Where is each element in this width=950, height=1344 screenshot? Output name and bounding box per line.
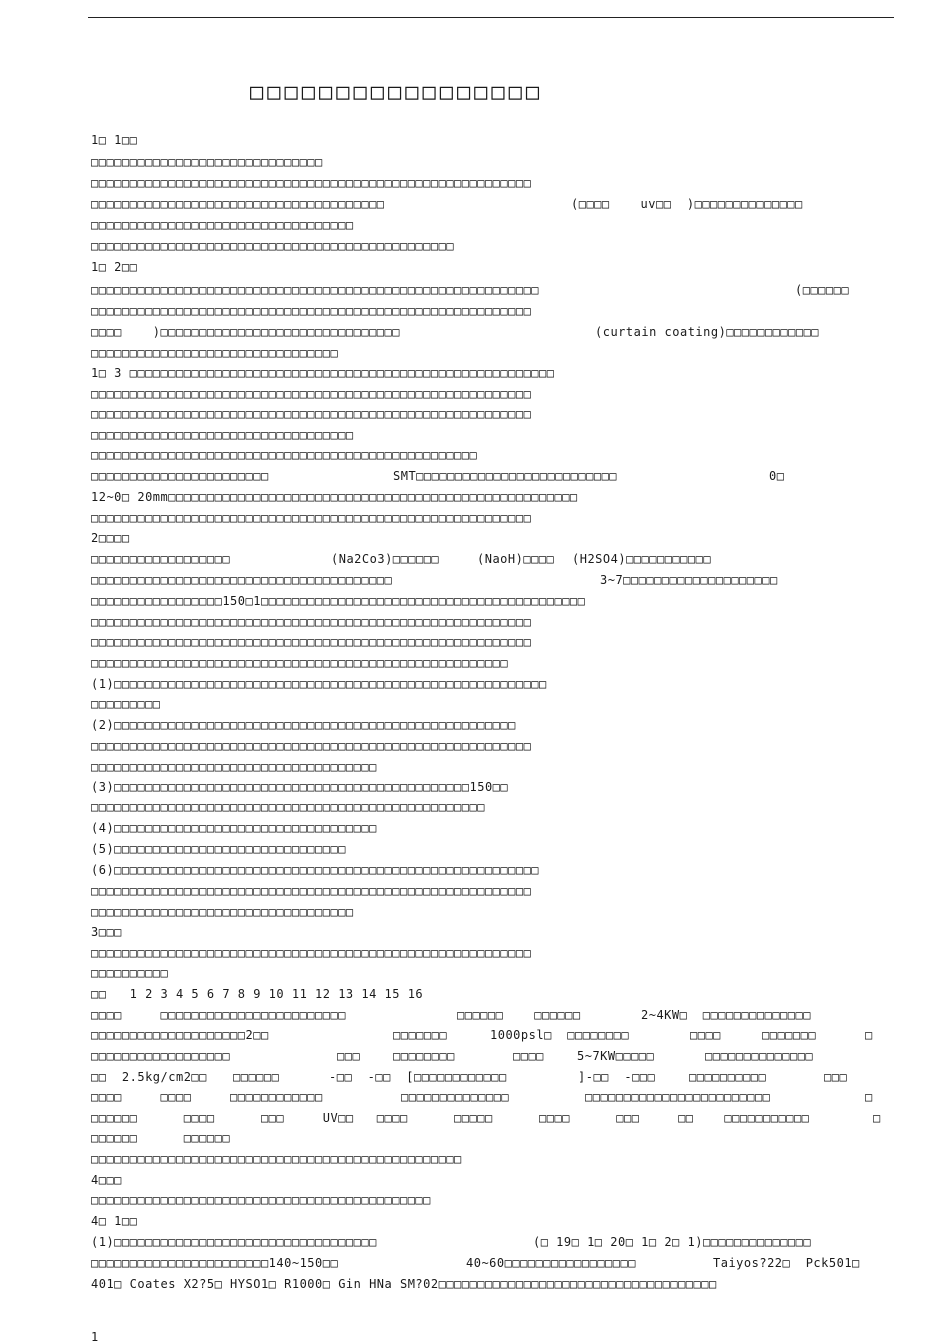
text-segment: (H2SO4)□□□□□□□□□□□ (572, 552, 712, 566)
text-line: □□□□□□□□□□ (91, 966, 169, 980)
table-cell: □□□□ □□□□□□□□□□□□□□□□□□□□□□□□ (91, 1008, 346, 1022)
table-cell: □□□ (337, 1049, 361, 1063)
table-cell: □□□ (824, 1070, 848, 1084)
table-cell: □□□□ (690, 1028, 721, 1042)
text-line: □□□□□□□□□□□□□□□□□□□□□□□□□□□□□□□□□□□□□□□□□□□□□□□□□□□□□□□□□□ (91, 283, 540, 297)
text-line: □□□□□□□□□□□□□□□□□□□□□□□ (91, 469, 269, 483)
text-line: □□□□□□□□□□□□□□□□□□□□□□□□□□□□□□□□□□□□□□□ (91, 573, 393, 587)
list-item: (6)□□□□□□□□□□□□□□□□□□□□□□□□□□□□□□□□□□□□□□□□□□□□□□□□□□□□□□□ (91, 863, 540, 877)
text-segment: 0□ (769, 469, 785, 483)
section-heading: 1□ 1□□ (91, 133, 138, 147)
list-item: (5)□□□□□□□□□□□□□□□□□□□□□□□□□□□□□□ (91, 842, 346, 856)
text-line: □□□□□□□□□□□□□□□□□□□□□□□□□□□□□□□□□□□□□□□□□□□□□□□□□□□□□□□□□ (91, 387, 532, 401)
text-line: □□□□□□□□□□□□□□□□□□□□□□□□□□□□□□□□□□□□□□□□□□□□□□□□□□□□□□□□□ (91, 304, 532, 318)
text-segment: (□□□□□□ (795, 283, 850, 297)
table-cell: 1000psl□ □□□□□□□□ (490, 1028, 630, 1042)
text-line: □□□□□□□□□□□□□□□□□□□□□□□□□□□□□□□□ (91, 346, 339, 360)
text-segment: SMT□□□□□□□□□□□□□□□□□□□□□□□□□□ (393, 469, 618, 483)
table-cell: □□□□□□□□□□□□□□ (401, 1090, 510, 1104)
text-segment: (□ 19□ 1□ 20□ 1□ 2□ 1)□□□□□□□□□□□□□□ (533, 1235, 812, 1249)
text-line: □□□□□□□□□□□□□□□□□□□□□□□□□□□□□□□□□□□□□□□□□□□□□□□□□□□□□□□□□ (91, 407, 532, 421)
table-cell: □□□□□□□□□□ (689, 1070, 767, 1084)
table-cell: □□□□□□ □□□□□□ (91, 1131, 231, 1145)
section-heading: 4□□□ (91, 1173, 122, 1187)
table-header-row: □□ 1 2 3 4 5 6 7 8 9 10 11 12 13 14 15 16 (91, 987, 424, 1001)
table-cell: □□□□□□□□□□□□□□ (705, 1049, 814, 1063)
table-cell: □ (873, 1111, 881, 1125)
table-cell: □□□□□□ □□□□ □□□ UV□□ □□□□ □□□□□ □□□□ □□□ □□ □□□□□□□□□□□ (91, 1111, 810, 1125)
table-cell: ]-□□ -□□□ (578, 1070, 656, 1084)
section-heading: 1□ 2□□ (91, 260, 138, 274)
section-heading: 2□□□□ (91, 531, 130, 545)
text-segment: Taiyos?22□ Pck501□ (713, 1256, 860, 1270)
text-line: □□□□□□□□□□□□□□□□□□□□□□□□□□□□□□□□□□□□□□□□□□□□□□□□□□ (91, 448, 478, 462)
text-line: □□□□□□□□□□□□□□□□□□□□□□□□□□□□□□□□□□□□□□□□□□□□ (91, 1193, 431, 1207)
table-cell: 2~4KW□ □□□□□□□□□□□□□□ (641, 1008, 811, 1022)
page-number: 1 (91, 1330, 99, 1344)
table-cell: □ (865, 1090, 873, 1104)
section-heading: 3□□□ (91, 925, 122, 939)
list-item: (1)□□□□□□□□□□□□□□□□□□□□□□□□□□□□□□□□□□ (91, 1235, 377, 1249)
text-line: □□□□□□□□□□□□□□□□□□□□□□□□□□□□□□□□□□ (91, 905, 354, 919)
text-segment: (□□□□ uv□□ )□□□□□□□□□□□□□□ (571, 197, 803, 211)
table-cell: □□□□□□□□ (393, 1049, 455, 1063)
table-cell: □□□□□□ □□□□□□ (457, 1008, 581, 1022)
list-item: (2)□□□□□□□□□□□□□□□□□□□□□□□□□□□□□□□□□□□□□□□□□□□□□□□□□□□□ (91, 718, 516, 732)
section-heading: 1□ 3 □□□□□□□□□□□□□□□□□□□□□□□□□□□□□□□□□□□□□□□□□□□□□□□□□□□□□□□ (91, 366, 555, 380)
text-line: □□□□□□□□□□□□□□□□□□□□□□□□□□□□□□□□□□ (91, 218, 354, 232)
table-cell: -□□ -□□ [□□□□□□□□□□□□ (329, 1070, 507, 1084)
text-line: □□□□□□□□□□□□□□□□□□□□□□□□□□□□□□□□□□□□□ (91, 760, 377, 774)
text-line: □□□□□□□□□□□□□□□□□□□□□□□□□□□□□□□□□□□□□□□□□□□□□□□□□□□□□□□□□ (91, 739, 532, 753)
text-line: □□□□□□□□□□□□□□□□□□□□□□□□□□□□□□ (91, 155, 323, 169)
list-item: (4)□□□□□□□□□□□□□□□□□□□□□□□□□□□□□□□□□□ (91, 821, 377, 835)
text-line: □□□□□□□□□□□□□□□□□□□□□□□□□□□□□□□□□□□□□□□□□□□□□□□□□□□□□□ (91, 656, 509, 670)
text-line: □□□□□□□□□□□□□□□□□□□□□□□□□□□□□□□□□□□□□□□□□□□□□□□□□□□□□□□□□ (91, 946, 532, 960)
table-cell: □ (865, 1028, 873, 1042)
table-cell: □□□□□□ (233, 1070, 280, 1084)
text-segment: (NaoH)□□□□ (477, 552, 555, 566)
table-cell: □□□□□□□□□□□□□□□□□□□□□□□□ (585, 1090, 771, 1104)
table-cell: □□□□□□□ (393, 1028, 448, 1042)
table-cell: □□ 2.5kg/cm2□□ (91, 1070, 207, 1084)
list-item: (3)□□□□□□□□□□□□□□□□□□□□□□□□□□□□□□□□□□□□□□□□□□□□□□150□□ (91, 780, 509, 794)
text-segment: (Na2Co3)□□□□□□ (331, 552, 440, 566)
text-line: □□□□□□□□□□□□□□□□□□ (91, 552, 231, 566)
text-line: □□□□□□□□□□□□□□□□□□□□□□□□□□□□□□□□□□□□□□□□□□□□□□□□□□□ (91, 800, 485, 814)
text-line: □□□□□□□□□□□□□□□□□□□□□□□□□□□□□□□□□□□□□□□□□□□□□□□□□□□□□□□□□ (91, 615, 532, 629)
table-cell: □□□□□□□□□□□□□□□□□□□□2□□ (91, 1028, 269, 1042)
text-line: 12~0□ 20mm□□□□□□□□□□□□□□□□□□□□□□□□□□□□□□□□□□□□□□□□□□□□□□□□□□□□□ (91, 490, 578, 504)
text-line: □□□□□□□□□□□□□□□□□□□□□□□□□□□□□□□□□□□□□□□□□□□□□□□□□□□□□□□□□ (91, 635, 532, 649)
text-line: □□□□□□□□□□□□□□□□□150□1□□□□□□□□□□□□□□□□□□□□□□□□□□□□□□□□□□□□□□□□□□ (91, 594, 586, 608)
text-line: □□□□□□□□□□□□□□□□□□□□□□□□□□□□□□□□□□ (91, 428, 354, 442)
header-rule (88, 17, 894, 18)
text-line: 401□ Coates X2?5□ HYSO1□ R1000□ Gin HNa SM?02□□□□□□□□□□□□□□□□□□□□□□□□□□□□□□□□□□□□ (91, 1277, 717, 1291)
text-line: □□□□ )□□□□□□□□□□□□□□□□□□□□□□□□□□□□□□□ (91, 325, 400, 339)
text-segment: (curtain coating)□□□□□□□□□□□□ (595, 325, 820, 339)
table-cell: □□□□ (513, 1049, 544, 1063)
text-line: □□□□□□□□□□□□□□□□□□□□□□□□□□□□□□□□□□□□□□ (91, 197, 385, 211)
table-cell: 5~7KW□□□□□ (577, 1049, 655, 1063)
text-line: □□□□□□□□□ (91, 697, 161, 711)
text-line: □□□□□□□□□□□□□□□□□□□□□□□□□□□□□□□□□□□□□□□□□□□□□□□□□□□□□□□□□ (91, 884, 532, 898)
text-line: □□□□□□□□□□□□□□□□□□□□□□□□□□□□□□□□□□□□□□□□□□□□□□□ (91, 239, 455, 253)
text-segment: □□□□□□□□□□□□□□□□□□□□□□□140~150□□ (91, 1256, 339, 1270)
table-cell: □□□□□□□ (762, 1028, 817, 1042)
table-cell: □□□□□□□□□□□□□□□□□□ (91, 1049, 231, 1063)
list-item: (1)□□□□□□□□□□□□□□□□□□□□□□□□□□□□□□□□□□□□□□□□□□□□□□□□□□□□□□□□ (91, 677, 547, 691)
text-segment: 3~7□□□□□□□□□□□□□□□□□□□□ (600, 573, 778, 587)
text-segment: 40~60□□□□□□□□□□□□□□□□□ (466, 1256, 636, 1270)
text-line: □□□□□□□□□□□□□□□□□□□□□□□□□□□□□□□□□□□□□□□□□□□□□□□□□□□□□□□□□ (91, 511, 532, 525)
section-heading: 4□ 1□□ (91, 1214, 138, 1228)
text-line: □□□□□□□□□□□□□□□□□□□□□□□□□□□□□□□□□□□□□□□□□□□□□□□□ (91, 1152, 462, 1166)
table-cell: □□□□ □□□□ □□□□□□□□□□□□ (91, 1090, 323, 1104)
document-title: □□□□□□□□□□□□□□□□□ (250, 80, 544, 105)
text-line: □□□□□□□□□□□□□□□□□□□□□□□□□□□□□□□□□□□□□□□□□□□□□□□□□□□□□□□□□ (91, 176, 532, 190)
